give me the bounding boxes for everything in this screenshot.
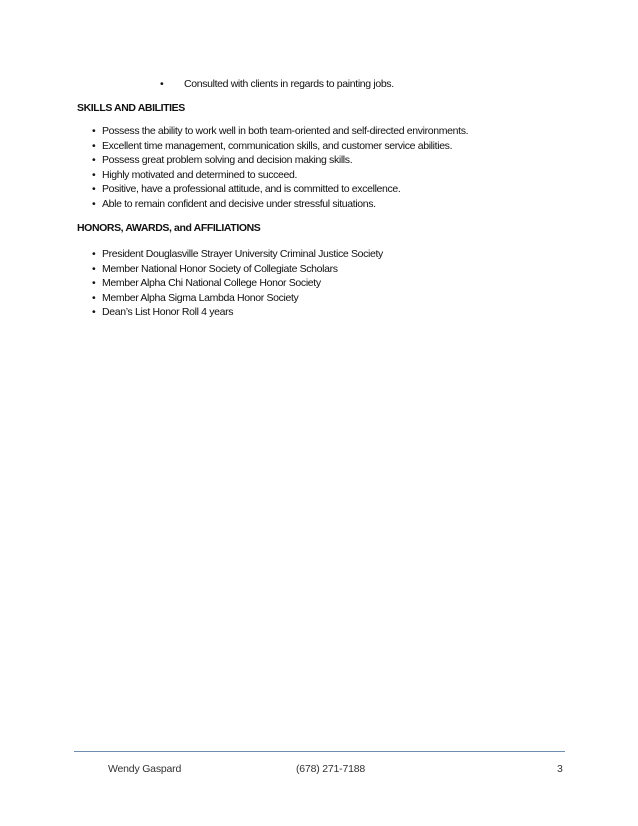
list-item: • Highly motivated and determined to succeed.	[92, 168, 298, 181]
list-item: • Excellent time management, communication skills, and customer service abilities.	[92, 139, 453, 152]
list-item: • President Douglasville Strayer University Criminal Justice Society	[92, 248, 383, 260]
list-item: • Possess the ability to work well in both team-oriented and self-directed environments.	[92, 125, 469, 137]
bullet-icon: •	[92, 154, 96, 167]
bullet-icon: •	[92, 139, 96, 152]
page-number: 3	[557, 763, 563, 775]
bullet-icon: •	[92, 277, 96, 290]
list-item: • Member Alpha Sigma Lambda Honor Society	[92, 291, 299, 304]
bullet-icon: •	[92, 262, 96, 275]
list-item: • Positive, have a professional attitude, and is committed to excellence.	[92, 183, 401, 196]
bullet-icon: •	[92, 306, 96, 319]
list-item: • Member Alpha Chi National College Honor Society	[92, 277, 321, 290]
bullet-icon: •	[92, 248, 96, 260]
bullet-icon: •	[92, 197, 96, 210]
continued-bullet-item	[160, 77, 394, 91]
bullet-icon: •	[160, 78, 164, 90]
list-item: • Able to remain confident and decisive under stressful situations.	[92, 197, 376, 210]
skills-heading: SKILLS AND ABILITIES	[77, 102, 185, 114]
bullet-text: Consulted with clients in regards to painting jobs.	[184, 78, 394, 90]
bullet-icon: •	[92, 183, 96, 196]
list-item: • Dean’s List Honor Roll 4 years	[92, 306, 234, 319]
list-item: • Member National Honor Society of Collegiate Scholars	[92, 262, 338, 275]
list-item: • Possess great problem solving and decision making skills.	[92, 154, 353, 167]
bullet-icon: •	[92, 125, 96, 137]
honors-heading: HONORS, AWARDS, and AFFILIATIONS	[77, 222, 261, 234]
bullet-icon: •	[92, 168, 96, 181]
honors-list	[92, 247, 383, 320]
footer-divider	[74, 751, 565, 752]
footer-phone: (678) 271-7188	[296, 763, 366, 775]
bullet-icon: •	[92, 291, 96, 304]
footer-name: Wendy Gaspard	[108, 763, 182, 775]
skills-list	[92, 124, 468, 212]
